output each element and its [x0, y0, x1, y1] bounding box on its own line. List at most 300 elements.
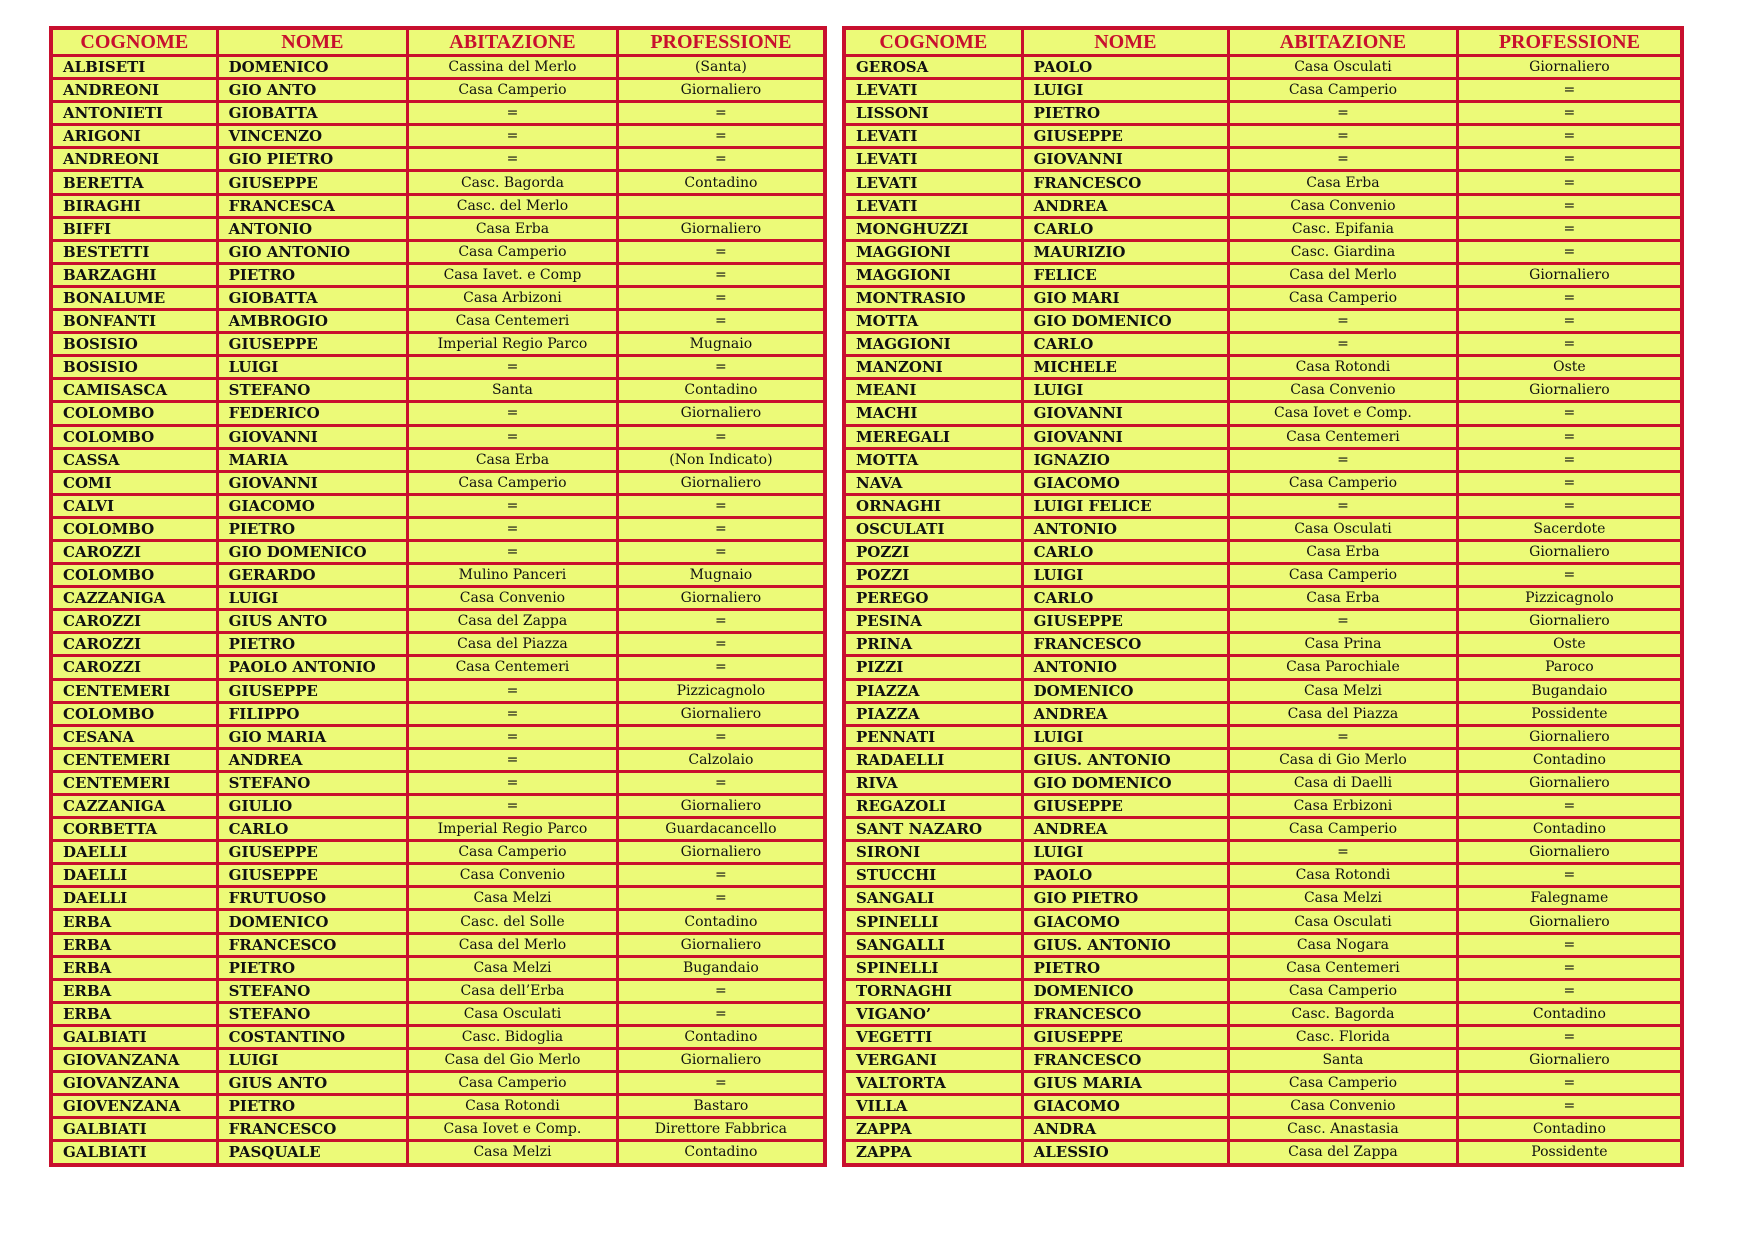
table-row [844, 1141, 1682, 1165]
cognome-cell: MONTRASIO [844, 286, 1022, 309]
cognome-cell: CENTEMERI [51, 679, 217, 702]
abitazione-cell: Casa del Zappa [1229, 1141, 1458, 1165]
professione-cell: Giornaliero [1457, 263, 1682, 286]
professione-cell: = [1457, 240, 1682, 263]
nome-cell: DOMENICO [217, 910, 407, 933]
abitazione-cell: Casa Arbizoni [408, 286, 618, 309]
nome-cell: GIUS ANTO [217, 1072, 407, 1095]
table-row [844, 217, 1682, 240]
professione-cell: (Non Indicato) [617, 448, 825, 471]
professione-cell: Giornaliero [1457, 910, 1682, 933]
table-row [51, 679, 825, 702]
table-row [51, 841, 825, 864]
table-row [844, 933, 1682, 956]
abitazione-cell: Santa [408, 379, 618, 402]
professione-cell: = [1457, 148, 1682, 171]
cognome-cell: ERBA [51, 933, 217, 956]
professione-cell: Contadino [617, 379, 825, 402]
nome-cell: LUIGI [217, 587, 407, 610]
nome-cell: IGNAZIO [1022, 448, 1228, 471]
professione-cell: = [1457, 448, 1682, 471]
abitazione-cell: Casa Camperio [1229, 979, 1458, 1002]
professione-cell: Paroco [1457, 656, 1682, 679]
nome-cell: PIETRO [217, 1095, 407, 1118]
abitazione-cell: = [1229, 125, 1458, 148]
nome-cell: GIUSEPPE [217, 679, 407, 702]
nome-cell: MAURIZIO [1022, 240, 1228, 263]
professione-cell: = [617, 656, 825, 679]
professione-cell: Giornaliero [1457, 379, 1682, 402]
professione-cell: Contadino [1457, 818, 1682, 841]
cognome-cell: ANTONIETI [51, 102, 217, 125]
header-abitazione: ABITAZIONE [1229, 28, 1458, 56]
cognome-cell: BONALUME [51, 286, 217, 309]
nome-cell: LUIGI [1022, 564, 1228, 587]
cognome-cell: COLOMBO [51, 402, 217, 425]
abitazione-cell: Casa Camperio [408, 1072, 618, 1095]
nome-cell: VINCENZO [217, 125, 407, 148]
cognome-cell: PEREGO [844, 587, 1022, 610]
cognome-cell: ZAPPA [844, 1141, 1022, 1165]
table-row [844, 125, 1682, 148]
abitazione-cell: Casa Osculati [1229, 517, 1458, 540]
table-row [844, 887, 1682, 910]
abitazione-cell: Casc. Bagorda [408, 171, 618, 194]
professione-cell: Oste [1457, 633, 1682, 656]
table-row [844, 356, 1682, 379]
cognome-cell: GIOVANZANA [51, 1072, 217, 1095]
professione-cell: = [1457, 286, 1682, 309]
abitazione-cell: Imperial Regio Parco [408, 818, 618, 841]
table-row [51, 956, 825, 979]
cognome-cell: CAROZZI [51, 610, 217, 633]
table-row [51, 310, 825, 333]
professione-cell: = [617, 887, 825, 910]
professione-cell: Possidente [1457, 702, 1682, 725]
nome-cell: COSTANTINO [217, 1025, 407, 1048]
cognome-cell: GIOVENZANA [51, 1095, 217, 1118]
table-row [844, 725, 1682, 748]
table-row [844, 1002, 1682, 1025]
professione-cell: = [617, 148, 825, 171]
abitazione-cell: = [1229, 610, 1458, 633]
nome-cell: LUIGI FELICE [1022, 494, 1228, 517]
table-row [51, 494, 825, 517]
nome-cell: FELICE [1022, 263, 1228, 286]
abitazione-cell: = [408, 494, 618, 517]
nome-cell: GIUSEPPE [1022, 125, 1228, 148]
header-cognome: COGNOME [51, 28, 217, 56]
nome-cell: LUIGI [1022, 79, 1228, 102]
cognome-cell: PIZZI [844, 656, 1022, 679]
table-row [51, 979, 825, 1002]
abitazione-cell: Casc. Bidoglia [408, 1025, 618, 1048]
professione-cell: = [1457, 102, 1682, 125]
abitazione-cell: Casa Melzi [1229, 887, 1458, 910]
abitazione-cell: Casa Erba [1229, 587, 1458, 610]
abitazione-cell: Casa Rotondi [408, 1095, 618, 1118]
table-row [51, 425, 825, 448]
table-row [51, 1002, 825, 1025]
abitazione-cell: Casa Osculati [1229, 56, 1458, 79]
table-row [51, 240, 825, 263]
nome-cell: GIOBATTA [217, 286, 407, 309]
cognome-cell: BIFFI [51, 217, 217, 240]
table-row [51, 379, 825, 402]
table-row [844, 1049, 1682, 1072]
nome-cell: FILIPPO [217, 702, 407, 725]
table-row [844, 748, 1682, 771]
nome-cell: GIACOMO [217, 494, 407, 517]
cognome-cell: BARZAGHI [51, 263, 217, 286]
cognome-cell: DAELLI [51, 841, 217, 864]
abitazione-cell: Casa Parochiale [1229, 656, 1458, 679]
nome-cell: PIETRO [217, 263, 407, 286]
cognome-cell: OSCULATI [844, 517, 1022, 540]
nome-cell: GIOVANNI [1022, 148, 1228, 171]
header-nome: NOME [217, 28, 407, 56]
header-cognome: COGNOME [844, 28, 1022, 56]
cognome-cell: MOTTA [844, 310, 1022, 333]
professione-cell: Giornaliero [1457, 841, 1682, 864]
abitazione-cell: Santa [1229, 1049, 1458, 1072]
table-row [844, 864, 1682, 887]
professione-cell: = [617, 771, 825, 794]
professione-cell: = [1457, 171, 1682, 194]
nome-cell: GIO PIETRO [1022, 887, 1228, 910]
nome-cell: GIUSEPPE [217, 864, 407, 887]
residents-table-left [49, 26, 827, 1167]
professione-cell: Oste [1457, 356, 1682, 379]
abitazione-cell: Casa Melzi [408, 887, 618, 910]
nome-cell: GIUS MARIA [1022, 1072, 1228, 1095]
professione-cell: = [1457, 864, 1682, 887]
table-row [51, 171, 825, 194]
cognome-cell: PIAZZA [844, 702, 1022, 725]
abitazione-cell: = [408, 702, 618, 725]
professione-cell: = [617, 263, 825, 286]
cognome-cell: GALBIATI [51, 1025, 217, 1048]
cognome-cell: ERBA [51, 979, 217, 1002]
professione-cell: = [1457, 1095, 1682, 1118]
table-row [844, 333, 1682, 356]
table-row [51, 286, 825, 309]
professione-cell: = [617, 102, 825, 125]
professione-cell [617, 194, 825, 217]
professione-cell: = [617, 610, 825, 633]
abitazione-cell: Casa Camperio [1229, 564, 1458, 587]
table-row [51, 771, 825, 794]
abitazione-cell: = [408, 517, 618, 540]
cognome-cell: LISSONI [844, 102, 1022, 125]
cognome-cell: CAMISASCA [51, 379, 217, 402]
table-row [844, 263, 1682, 286]
professione-cell: = [1457, 425, 1682, 448]
abitazione-cell: = [1229, 448, 1458, 471]
table-row [844, 56, 1682, 79]
professione-cell: Contadino [617, 910, 825, 933]
header-row [844, 28, 1682, 56]
professione-cell: = [1457, 795, 1682, 818]
abitazione-cell: Casc. Anastasia [1229, 1118, 1458, 1141]
professione-cell: Mugnaio [617, 333, 825, 356]
abitazione-cell: = [1229, 148, 1458, 171]
cognome-cell: CENTEMERI [51, 771, 217, 794]
abitazione-cell: = [408, 356, 618, 379]
cognome-cell: SIRONI [844, 841, 1022, 864]
cognome-cell: ERBA [51, 956, 217, 979]
professione-cell: Pizzicagnolo [1457, 587, 1682, 610]
professione-cell: Bugandaio [1457, 679, 1682, 702]
header-row [51, 28, 825, 56]
cognome-cell: SANGALI [844, 887, 1022, 910]
abitazione-cell: Casa Erba [408, 217, 618, 240]
nome-cell: CARLO [1022, 217, 1228, 240]
cognome-cell: SANT NAZARO [844, 818, 1022, 841]
abitazione-cell: = [1229, 333, 1458, 356]
cognome-cell: GALBIATI [51, 1118, 217, 1141]
professione-cell: (Santa) [617, 56, 825, 79]
abitazione-cell: Casa del Merlo [1229, 263, 1458, 286]
professione-cell: Direttore Fabbrica [617, 1118, 825, 1141]
professione-cell: = [1457, 933, 1682, 956]
abitazione-cell: Casa Melzi [1229, 679, 1458, 702]
table-row [51, 1118, 825, 1141]
abitazione-cell: Casa Melzi [408, 956, 618, 979]
cognome-cell: GALBIATI [51, 1141, 217, 1165]
nome-cell: FRANCESCA [217, 194, 407, 217]
abitazione-cell: Casc. Florida [1229, 1025, 1458, 1048]
abitazione-cell: Casa Nogara [1229, 933, 1458, 956]
abitazione-cell: Casc. Epifania [1229, 217, 1458, 240]
professione-cell: Contadino [617, 1141, 825, 1165]
abitazione-cell: Casa Centemeri [1229, 425, 1458, 448]
abitazione-cell: = [408, 102, 618, 125]
nome-cell: GIUSEPPE [1022, 795, 1228, 818]
professione-cell: Contadino [617, 171, 825, 194]
cognome-cell: BERETTA [51, 171, 217, 194]
table-row [51, 102, 825, 125]
table-row [844, 656, 1682, 679]
abitazione-cell: Casa del Piazza [408, 633, 618, 656]
cognome-cell: MOTTA [844, 448, 1022, 471]
nome-cell: LUIGI [1022, 841, 1228, 864]
table-row [844, 148, 1682, 171]
professione-cell: Giornaliero [617, 841, 825, 864]
cognome-cell: REGAZOLI [844, 795, 1022, 818]
professione-cell: Contadino [1457, 1118, 1682, 1141]
professione-cell: = [1457, 1025, 1682, 1048]
abitazione-cell: Casa Convenio [408, 864, 618, 887]
nome-cell: GIUS. ANTONIO [1022, 933, 1228, 956]
cognome-cell: VILLA [844, 1095, 1022, 1118]
abitazione-cell: = [408, 540, 618, 563]
table-row [844, 910, 1682, 933]
professione-cell: Giornaliero [617, 1049, 825, 1072]
professione-cell: Giornaliero [617, 79, 825, 102]
cognome-cell: VERGANI [844, 1049, 1022, 1072]
table-row [51, 402, 825, 425]
cognome-cell: PENNATI [844, 725, 1022, 748]
table-row [844, 310, 1682, 333]
professione-cell: = [617, 979, 825, 1002]
cognome-cell: MEREGALI [844, 425, 1022, 448]
nome-cell: GIOVANNI [217, 471, 407, 494]
cognome-cell: SPINELLI [844, 910, 1022, 933]
professione-cell: Giornaliero [1457, 771, 1682, 794]
professione-cell: = [617, 725, 825, 748]
abitazione-cell: Casa Erba [1229, 540, 1458, 563]
abitazione-cell: Cassina del Merlo [408, 56, 618, 79]
nome-cell: ANDREA [1022, 818, 1228, 841]
nome-cell: PIETRO [217, 517, 407, 540]
cognome-cell: DAELLI [51, 864, 217, 887]
cognome-cell: POZZI [844, 540, 1022, 563]
nome-cell: GIUSEPPE [217, 841, 407, 864]
professione-cell: = [1457, 494, 1682, 517]
table-row [51, 587, 825, 610]
professione-cell: = [617, 310, 825, 333]
abitazione-cell: = [1229, 310, 1458, 333]
abitazione-cell: Casa Centemeri [408, 310, 618, 333]
professione-cell: Bastaro [617, 1095, 825, 1118]
table-row [844, 979, 1682, 1002]
cognome-cell: ZAPPA [844, 1118, 1022, 1141]
abitazione-cell: Casa Iavet. e Comp [408, 263, 618, 286]
nome-cell: CARLO [1022, 333, 1228, 356]
professione-cell: = [1457, 333, 1682, 356]
table-row [844, 494, 1682, 517]
cognome-cell: ANDREONI [51, 148, 217, 171]
abitazione-cell: = [408, 425, 618, 448]
nome-cell: DOMENICO [217, 56, 407, 79]
nome-cell: PIETRO [1022, 102, 1228, 125]
abitazione-cell: Casa Convenio [1229, 379, 1458, 402]
abitazione-cell: = [1229, 102, 1458, 125]
cognome-cell: MACHI [844, 402, 1022, 425]
professione-cell: = [617, 356, 825, 379]
cognome-cell: MAGGIONI [844, 263, 1022, 286]
table-row [844, 564, 1682, 587]
table-row [844, 587, 1682, 610]
professione-cell: = [617, 494, 825, 517]
nome-cell: ALESSIO [1022, 1141, 1228, 1165]
abitazione-cell: Casa del Piazza [1229, 702, 1458, 725]
professione-cell: = [1457, 979, 1682, 1002]
table-row [844, 240, 1682, 263]
professione-cell: Giornaliero [617, 217, 825, 240]
nome-cell: DOMENICO [1022, 979, 1228, 1002]
abitazione-cell: Casa Camperio [408, 79, 618, 102]
nome-cell: STEFANO [217, 1002, 407, 1025]
abitazione-cell: Casa Centemeri [1229, 956, 1458, 979]
abitazione-cell: Casa Camperio [1229, 1072, 1458, 1095]
table-row [51, 125, 825, 148]
abitazione-cell: Casa Rotondi [1229, 356, 1458, 379]
cognome-cell: CESANA [51, 725, 217, 748]
cognome-cell: CORBETTA [51, 818, 217, 841]
professione-cell: = [617, 125, 825, 148]
nome-cell: GIUS. ANTONIO [1022, 748, 1228, 771]
table-row [844, 102, 1682, 125]
abitazione-cell: Casc. Bagorda [1229, 1002, 1458, 1025]
nome-cell: GIUS ANTO [217, 610, 407, 633]
nome-cell: PIETRO [217, 633, 407, 656]
table-row [844, 379, 1682, 402]
cognome-cell: LEVATI [844, 125, 1022, 148]
abitazione-cell: Casa Convenio [408, 587, 618, 610]
cognome-cell: ERBA [51, 910, 217, 933]
abitazione-cell: Casa Camperio [1229, 79, 1458, 102]
nome-cell: FRUTUOSO [217, 887, 407, 910]
nome-cell: ANTONIO [1022, 517, 1228, 540]
table-row [844, 679, 1682, 702]
table-row [51, 217, 825, 240]
abitazione-cell: Casa Convenio [1229, 194, 1458, 217]
abitazione-cell: Casa Camperio [408, 240, 618, 263]
nome-cell: GIULIO [217, 795, 407, 818]
professione-cell: = [1457, 310, 1682, 333]
nome-cell: FRANCESCO [1022, 1049, 1228, 1072]
nome-cell: GIO MARIA [217, 725, 407, 748]
abitazione-cell: Casa Convenio [1229, 1095, 1458, 1118]
table-row [51, 56, 825, 79]
table-row [51, 725, 825, 748]
abitazione-cell: Casa del Zappa [408, 610, 618, 633]
professione-cell: = [1457, 1072, 1682, 1095]
cognome-cell: CAROZZI [51, 633, 217, 656]
nome-cell: GIUSEPPE [217, 171, 407, 194]
cognome-cell: MAGGIONI [844, 240, 1022, 263]
abitazione-cell: = [408, 125, 618, 148]
cognome-cell: ALBISETI [51, 56, 217, 79]
abitazione-cell: Casa Camperio [1229, 818, 1458, 841]
table-row [844, 818, 1682, 841]
table-row [844, 540, 1682, 563]
cognome-cell: CENTEMERI [51, 748, 217, 771]
professione-cell: = [1457, 471, 1682, 494]
nome-cell: GIOVANNI [1022, 402, 1228, 425]
professione-cell: = [617, 517, 825, 540]
cognome-cell: COLOMBO [51, 425, 217, 448]
cognome-cell: LEVATI [844, 171, 1022, 194]
nome-cell: ANDREA [1022, 702, 1228, 725]
nome-cell: PAOLO [1022, 56, 1228, 79]
professione-cell: Giornaliero [1457, 725, 1682, 748]
table-row [844, 194, 1682, 217]
cognome-cell: GIOVANZANA [51, 1049, 217, 1072]
table-row [844, 1025, 1682, 1048]
cognome-cell: CALVI [51, 494, 217, 517]
cognome-cell: STUCCHI [844, 864, 1022, 887]
table-row [51, 748, 825, 771]
table-row [51, 633, 825, 656]
nome-cell: ANTONIO [1022, 656, 1228, 679]
cognome-cell: PRINA [844, 633, 1022, 656]
abitazione-cell: Casa del Merlo [408, 933, 618, 956]
abitazione-cell: Casa Melzi [408, 1141, 618, 1165]
cognome-cell: BOSISIO [51, 333, 217, 356]
cognome-cell: DAELLI [51, 887, 217, 910]
abitazione-cell: Casc. del Solle [408, 910, 618, 933]
table-row [844, 702, 1682, 725]
table-row [51, 887, 825, 910]
cognome-cell: VEGETTI [844, 1025, 1022, 1048]
table-row [844, 402, 1682, 425]
cognome-cell: ARIGONI [51, 125, 217, 148]
nome-cell: MARIA [217, 448, 407, 471]
nome-cell: GIUSEPPE [217, 333, 407, 356]
